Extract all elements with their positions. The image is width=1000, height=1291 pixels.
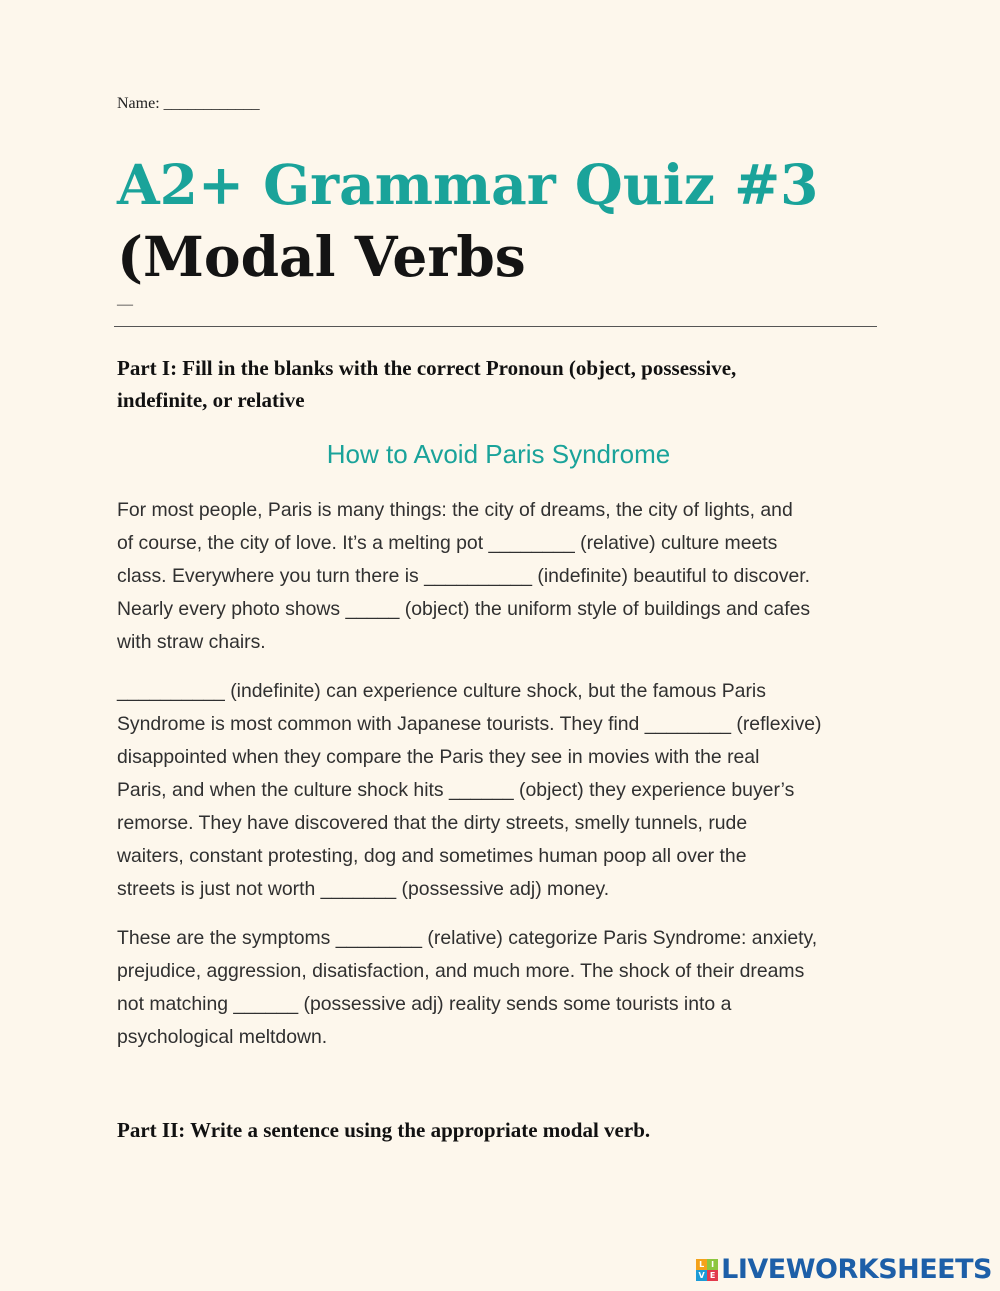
page-title: A2+ Grammar Quiz #3 (117, 152, 819, 217)
paragraph-line: For most people, Paris is many things: the city of dreams, the city of lights, and (117, 499, 793, 521)
section-divider (114, 326, 877, 327)
paragraph-line: with straw chairs. (117, 631, 266, 653)
liveworksheets-logo-icon: L I V E (696, 1259, 718, 1281)
paragraph-line: waiters, constant protesting, dog and sometimes human poop all over the (117, 845, 747, 867)
page-subtitle: (Modal Verbs (117, 224, 526, 289)
story-paragraph-2 (117, 675, 887, 906)
name-field-label: Name: ____________ (117, 95, 260, 112)
title-dash: — (117, 296, 133, 313)
paragraph-line: streets is just not worth _______ (possessive adj) money. (117, 878, 610, 900)
part1-heading-line-1: Part I: Fill in the blanks with the correct Pronoun (object, possessive, (117, 356, 737, 380)
liveworksheets-logo[interactable] (696, 1255, 992, 1285)
liveworksheets-logo-text: LIVEWORKSHEETS (721, 1254, 992, 1285)
paragraph-line: Nearly every photo shows _____ (object) the uniform style of buildings and cafes (117, 598, 811, 620)
paragraph-line: remorse. They have discovered that the dirty streets, smelly tunnels, rude (117, 812, 748, 834)
paragraph-line: prejudice, aggression, disatisfaction, and much more. The shock of their dreams (117, 960, 805, 982)
paragraph-line: These are the symptoms ________ (relative) categorize Paris Syndrome: anxiety, (117, 927, 818, 949)
paragraph-line: not matching ______ (possessive adj) reality sends some tourists into a (117, 993, 732, 1015)
part1-heading-line-2: indefinite, or relative (117, 388, 305, 412)
paragraph-line: class. Everywhere you turn there is __________ (indefinite) beautiful to discover. (117, 565, 811, 587)
paragraph-line: psychological meltdown. (117, 1026, 328, 1048)
story-paragraph-3 (117, 922, 887, 1054)
paragraph-line: __________ (indefinite) can experience culture shock, but the famous Paris (117, 680, 766, 702)
part1-heading (117, 352, 857, 416)
story-title: How to Avoid Paris Syndrome (326, 439, 671, 469)
paragraph-line: disappointed when they compare the Paris they see in movies with the real (117, 746, 760, 768)
paragraph-line: Paris, and when the culture shock hits ______ (object) they experience buyer’s (117, 779, 795, 801)
part2-heading: Part II: Write a sentence using the appropriate modal verb. (117, 1118, 651, 1142)
paragraph-line: of course, the city of love. It’s a melting pot ________ (relative) culture meets (117, 532, 778, 554)
story-paragraph-1 (117, 494, 887, 659)
paragraph-line: Syndrome is most common with Japanese tourists. They find ________ (reflexive) (117, 713, 822, 735)
